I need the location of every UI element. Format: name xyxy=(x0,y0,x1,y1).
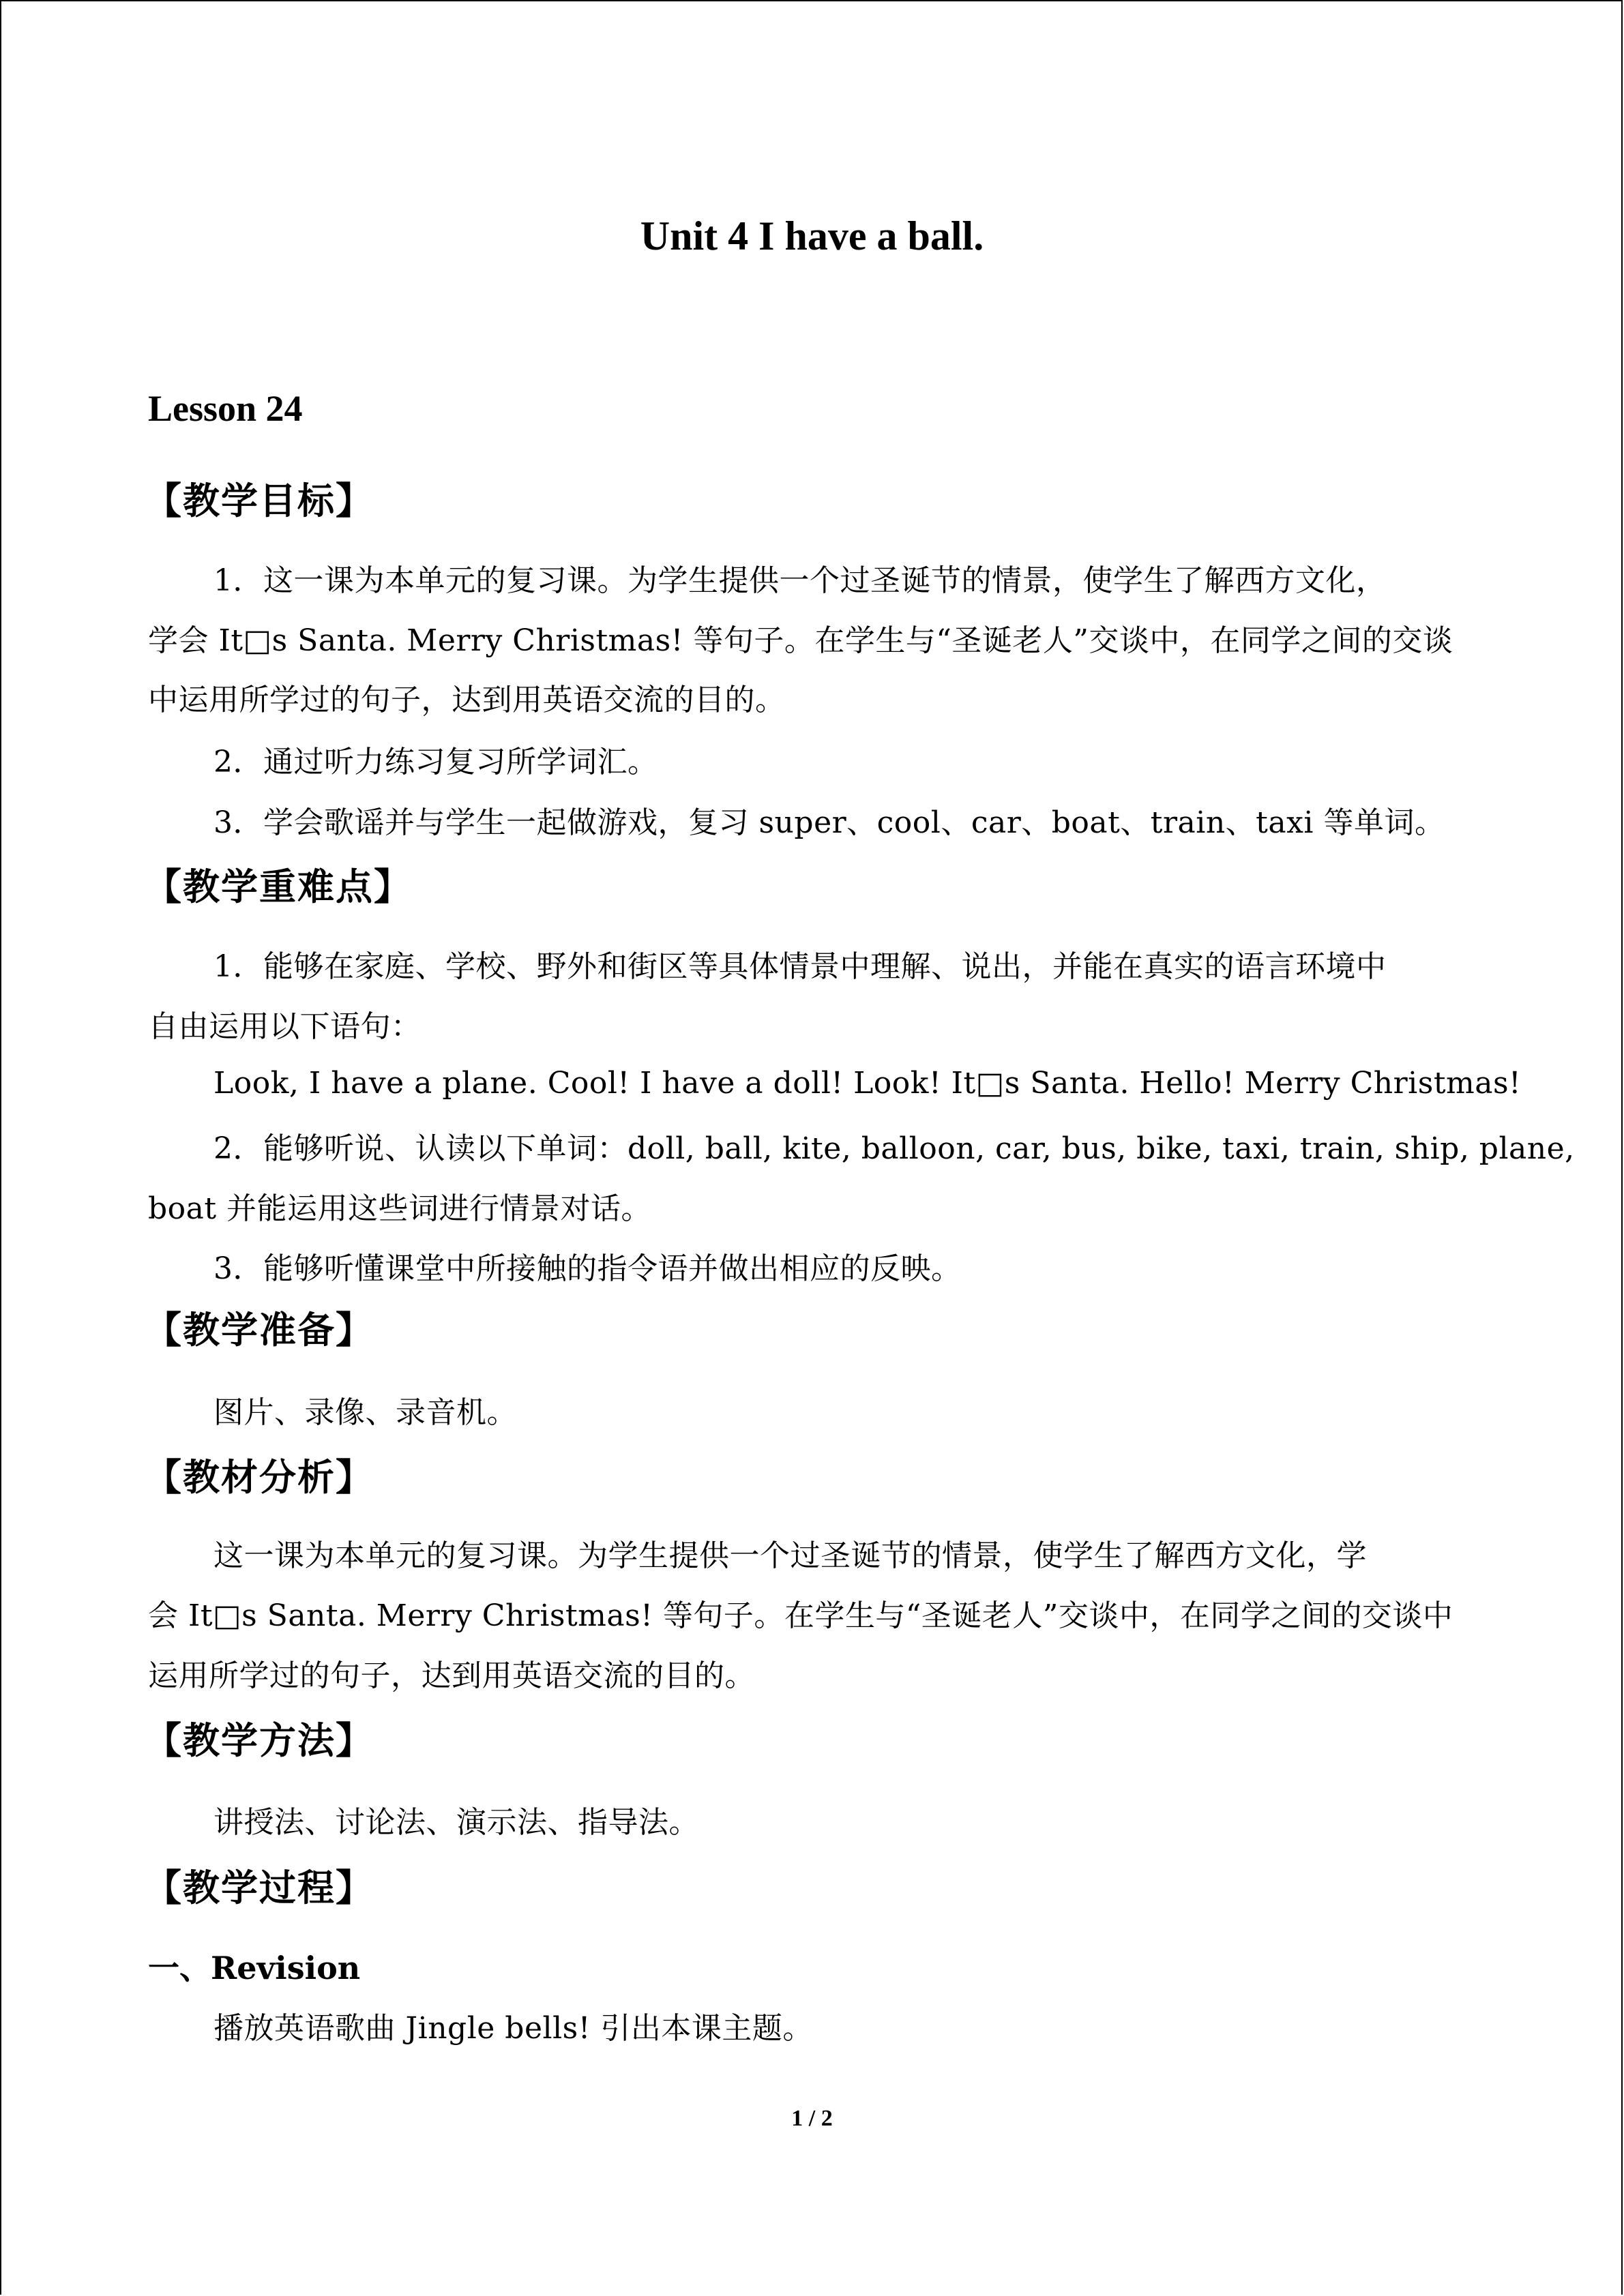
analysis-heading: 【教材分析】 xyxy=(145,1456,374,1499)
revision-heading: 一、Revision xyxy=(148,1950,361,1986)
document-title: Unit 4 I have a ball. xyxy=(640,213,984,258)
analysis-line-3: 运用所学过的句子，达到用英语交流的目的。 xyxy=(148,1658,755,1693)
process-heading: 【教学过程】 xyxy=(145,1866,374,1909)
methods-line-1: 讲授法、讨论法、演示法、指导法。 xyxy=(213,1805,699,1840)
methods-heading: 【教学方法】 xyxy=(145,1719,374,1762)
analysis-line-2: 会 It□s Santa. Merry Christmas! 等句子。在学生与“圣诞老人”交谈中，在同学之间的交谈中 xyxy=(148,1598,1453,1633)
preparation-heading: 【教学准备】 xyxy=(145,1309,374,1352)
preparation-line-1: 图片、录像、录音机。 xyxy=(213,1395,517,1430)
key-points-line-6: 3．能够听懂课堂中所接触的指令语并做出相应的反映。 xyxy=(213,1251,962,1286)
key-points-line-2: 自由运用以下语句： xyxy=(148,1009,422,1044)
process-line-1: 播放英语歌曲 Jingle bells! 引出本课主题。 xyxy=(213,2011,813,2046)
objectives-line-1: 1．这一课为本单元的复习课。为学生提供一个过圣诞节的情景，使学生了解西方文化， xyxy=(213,563,1387,598)
key-points-line-1: 1．能够在家庭、学校、野外和街区等具体情景中理解、说出，并能在真实的语言环境中 xyxy=(213,949,1387,984)
key-points-line-5: boat 并能运用这些词进行情景对话。 xyxy=(148,1191,652,1226)
key-points-line-4: 2．能够听说、认读以下单词：doll, ball, kite, balloon, car, bus, bike, taxi, train, ship, plane, xyxy=(213,1131,1575,1166)
key-points-line-3: Look, I have a plane. Cool! I have a doll! Look! It□s Santa. Hello! Merry Christmas! xyxy=(213,1066,1522,1101)
page-number: 1 / 2 xyxy=(791,2106,833,2131)
lesson-label: Lesson 24 xyxy=(148,388,303,429)
objectives-line-4: 2．通过听力练习复习所学词汇。 xyxy=(213,745,658,779)
objectives-heading: 【教学目标】 xyxy=(145,479,374,522)
analysis-line-1: 这一课为本单元的复习课。为学生提供一个过圣诞节的情景，使学生了解西方文化，学 xyxy=(213,1538,1367,1573)
objectives-line-3: 中运用所学过的句子，达到用英语交流的目的。 xyxy=(148,683,786,717)
objectives-line-5: 3．学会歌谣并与学生一起做游戏，复习 super、cool、car、boat、train、taxi 等单词。 xyxy=(213,805,1445,840)
key-points-heading: 【教学重难点】 xyxy=(145,865,412,908)
objectives-line-2: 学会 It□s Santa. Merry Christmas! 等句子。在学生与“圣诞老人”交谈中，在同学之间的交谈 xyxy=(148,623,1453,658)
